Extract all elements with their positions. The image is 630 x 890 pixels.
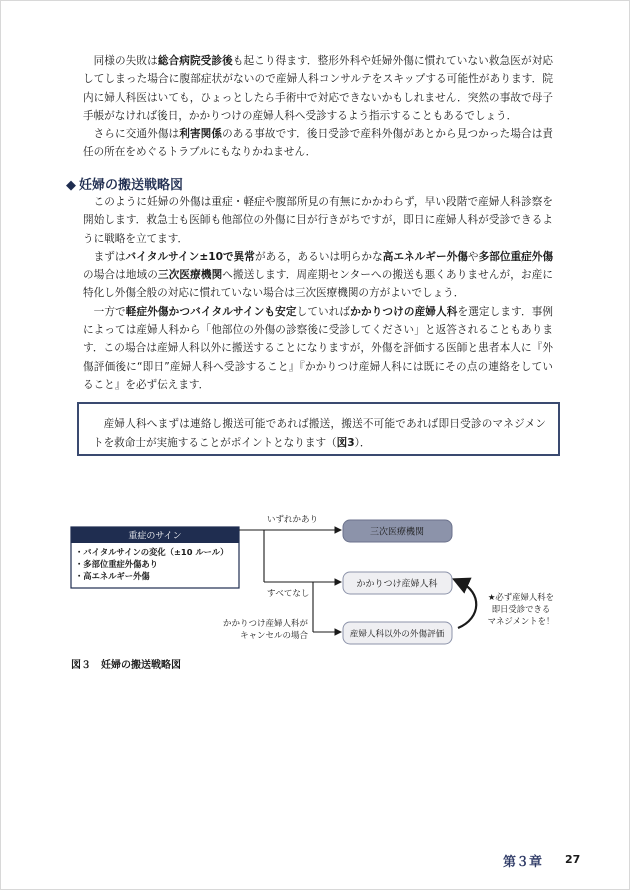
node-other [343,622,452,644]
text-run: まずは [93,250,126,263]
emphasis-text: 総合病院受診後 [157,55,233,67]
emphasis-text: バイタルサイン±10で異常 [125,250,255,263]
severity-item: ・多部位重症外傷あり [75,559,158,569]
node-tertiary-label: 三次医療機関 [369,527,425,538]
label-cancel: キャンセルの場合 [239,631,308,641]
curved-arrow [458,582,476,628]
text-run: がある，あるいは明らかな [254,250,383,263]
text-run: 産婦人科へまずは連絡し搬送可能であれば搬送，搬送不可能であれば即日受診のマネジメントを救命士が実施することがポイントとなります（ [93,418,546,449]
text-run: 一方で [93,305,126,318]
emphasis-text: 三次医療機関 [158,269,223,282]
node-regular-label: かかりつけ産婦人科 [356,579,438,590]
note-line: 即日受診できる [491,604,551,614]
note-line: ★必ず産婦人科を [487,592,555,602]
emphasis-text: 高エネルギー外傷 [382,250,468,263]
text-run: していれば [296,305,351,318]
text-run: のある事故です．後日受診で産科外傷があとから見つかった場合は責任の所在をめぐるトラブルにもなりかねません． [83,128,554,159]
text-run: 同様の失敗は [93,55,158,67]
emphasis-text: 軽症外傷かつバイタルサインも安定 [125,305,297,318]
note-line: マネジメントを！ [487,616,555,626]
label-any: いずれかあり [267,515,319,525]
text-run: の場合は地域の [83,269,158,282]
node-tertiary [343,520,452,542]
text-run: さらに交通外傷は [93,128,180,141]
severity-box-title: 重症のサイン [128,531,182,542]
emphasis-text: 利害関係 [179,128,223,141]
label-cancel: かかりつけ産婦人科が [222,619,308,629]
node-regular [343,572,452,594]
text-run: も起こり得ます．整形外科や妊婦外傷に慣れていない救急医が対応してしまった場合に腹部症状がないので産婦人科コンサルテをスキップする可能性があります．院内に婦人科医はいても，ひょっとしたら手術中で対応できないかもしれません．突然の事故で母子手帳がなければ後日，かかりつけの産婦人科へ受診するよう指示することもあるでしょう． [83,55,554,122]
diamond-icon: ◆ [66,178,76,193]
emphasis-text: かかりつけの産婦人科 [350,305,458,318]
severity-item: ・バイタルサインの変化（±10 ルール） [75,547,229,557]
emphasis-text: 多部位重症外傷 [478,250,554,263]
text-run: を選定します．事例によっては産婦人科から「他部位の外傷の診察後に受診してください」と返答されることもあります．この場合は産婦人科以外に搬送することになりますが，外傷を評価する医師と患者本人に『外傷評価後に“即日”産婦人科へ受診すること』『かかりつけ産婦人科には既にその点の連絡をしていること』を必ず伝えます． [83,305,554,391]
emphasis-text: 図3 [336,436,355,449]
text-run: へ搬送します．周産期センターへの搬送も悪くありませんが，お産に特化し外傷全般の対応に慣れていない場合は三次医療機関の方がよいでしょう． [83,269,553,300]
text-run: ）． [354,436,371,449]
severity-item: ・高エネルギー外傷 [75,571,150,581]
section-title: 妊婦の搬送戦略図 [79,178,184,193]
chapter-label: 第３章 [503,855,543,870]
figure-caption: 図３ 妊婦の搬送戦略図 [71,660,181,671]
management-note [488,592,555,626]
text-run: このように妊婦の外傷は重症・軽症や腹部所見の有無にかかわらず，早い段階で産婦人科診察を開始します．救急士も医師も他部位の外傷に目が行きがちですが，即日に産婦人科が受診できるように戦略を立てます． [83,196,553,245]
text-run: や [467,250,479,263]
node-other-label: 産婦人科以外の外傷評価 [349,629,445,640]
severity-box [71,527,239,588]
page-number: 27 [565,853,581,866]
label-none: すべてなし [267,589,310,599]
